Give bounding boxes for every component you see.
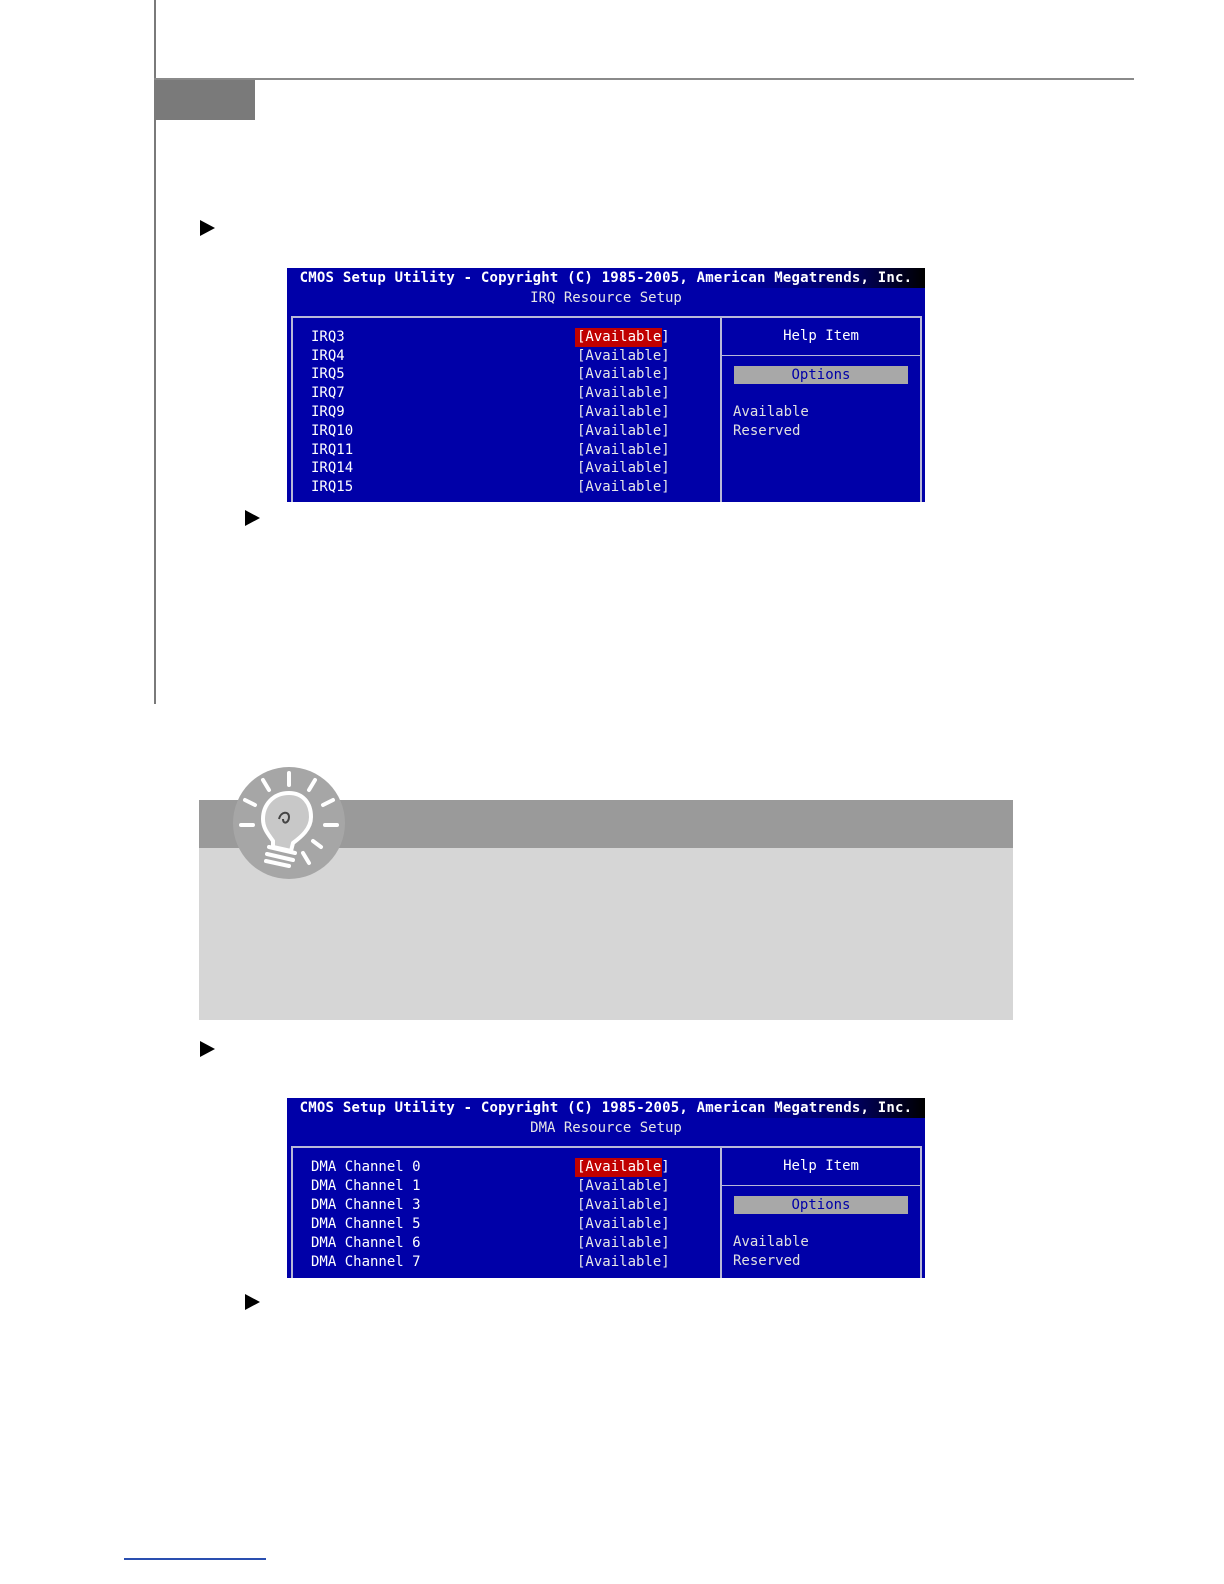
setting-row-dma-channel-3[interactable] (311, 1196, 717, 1215)
setting-label: IRQ5 (311, 366, 345, 382)
setting-label: DMA Channel 0 (311, 1159, 421, 1175)
setting-value[interactable]: [Available] (577, 442, 670, 458)
dma-resource-setup-screen (287, 1098, 925, 1278)
setting-row-dma-channel-1[interactable] (311, 1177, 717, 1196)
setting-row-irq15[interactable] (311, 478, 717, 497)
option-reserved: Reserved (733, 1253, 801, 1269)
help-rule (722, 1185, 920, 1186)
setting-value[interactable]: [Available] (577, 423, 670, 439)
setting-value[interactable]: [Available] (577, 1254, 670, 1270)
setting-label: DMA Channel 5 (311, 1216, 421, 1232)
setting-row-irq4[interactable] (311, 347, 717, 366)
setting-value[interactable]: [Available] (577, 348, 670, 364)
footer-rule (124, 1558, 266, 1560)
setting-label: IRQ10 (311, 423, 354, 439)
bullet-arrow-icon (200, 1041, 215, 1057)
bios-title-bar: CMOS Setup Utility - Copyright (C) 1985-2005, American Megatrends, Inc. (287, 268, 925, 288)
bios-subtitle: IRQ Resource Setup (530, 290, 682, 306)
setting-label: IRQ4 (311, 348, 345, 364)
setting-label: IRQ7 (311, 385, 345, 401)
setting-row-irq11[interactable] (311, 441, 717, 460)
option-reserved: Reserved (733, 423, 801, 439)
setting-label: DMA Channel 3 (311, 1197, 421, 1213)
setting-value[interactable]: [Available] (577, 329, 670, 345)
header-rule (154, 78, 1134, 80)
setting-row-irq10[interactable] (311, 422, 717, 441)
setting-row-dma-channel-0[interactable] (311, 1158, 717, 1177)
options-header: Options (734, 1196, 908, 1214)
irq-resource-setup-screen (287, 268, 925, 502)
setting-label: IRQ3 (311, 329, 345, 345)
help-rule (722, 355, 920, 356)
setting-value[interactable]: [Available] (577, 1235, 670, 1251)
bios-subtitle: DMA Resource Setup (530, 1120, 682, 1136)
setting-value[interactable]: [Available] (577, 479, 670, 495)
chapter-tab (155, 80, 255, 120)
options-header: Options (734, 366, 908, 384)
option-available: Available (733, 404, 809, 420)
setting-value[interactable]: [Available] (577, 1216, 670, 1232)
setting-row-dma-channel-7[interactable] (311, 1253, 717, 1272)
setting-row-irq14[interactable] (311, 459, 717, 478)
setting-value[interactable]: [Available] (577, 385, 670, 401)
setting-label: IRQ11 (311, 442, 354, 458)
setting-label: DMA Channel 7 (311, 1254, 421, 1270)
bullet-arrow-icon (200, 220, 215, 236)
setting-value[interactable]: [Available] (577, 460, 670, 476)
setting-label: DMA Channel 6 (311, 1235, 421, 1251)
setting-label: IRQ15 (311, 479, 354, 495)
help-item-title: Help Item (783, 328, 859, 344)
setting-row-irq3[interactable] (311, 328, 717, 347)
setting-row-dma-channel-6[interactable] (311, 1234, 717, 1253)
help-item-title: Help Item (783, 1158, 859, 1174)
bullet-arrow-icon (245, 510, 260, 526)
bios-title-bar: CMOS Setup Utility - Copyright (C) 1985-2005, American Megatrends, Inc. (287, 1098, 925, 1118)
setting-label: IRQ9 (311, 404, 345, 420)
setting-row-irq5[interactable] (311, 365, 717, 384)
setting-value[interactable]: [Available] (577, 1178, 670, 1194)
setting-row-irq7[interactable] (311, 384, 717, 403)
setting-label: DMA Channel 1 (311, 1178, 421, 1194)
setting-label: IRQ14 (311, 460, 354, 476)
lightbulb-icon (233, 767, 345, 879)
setting-value[interactable]: [Available] (577, 366, 670, 382)
option-available: Available (733, 1234, 809, 1250)
setting-value[interactable]: [Available] (577, 1159, 670, 1175)
bullet-arrow-icon (245, 1294, 260, 1310)
setting-value[interactable]: [Available] (577, 1197, 670, 1213)
setting-row-irq9[interactable] (311, 403, 717, 422)
setting-row-dma-channel-5[interactable] (311, 1215, 717, 1234)
setting-value[interactable]: [Available] (577, 404, 670, 420)
